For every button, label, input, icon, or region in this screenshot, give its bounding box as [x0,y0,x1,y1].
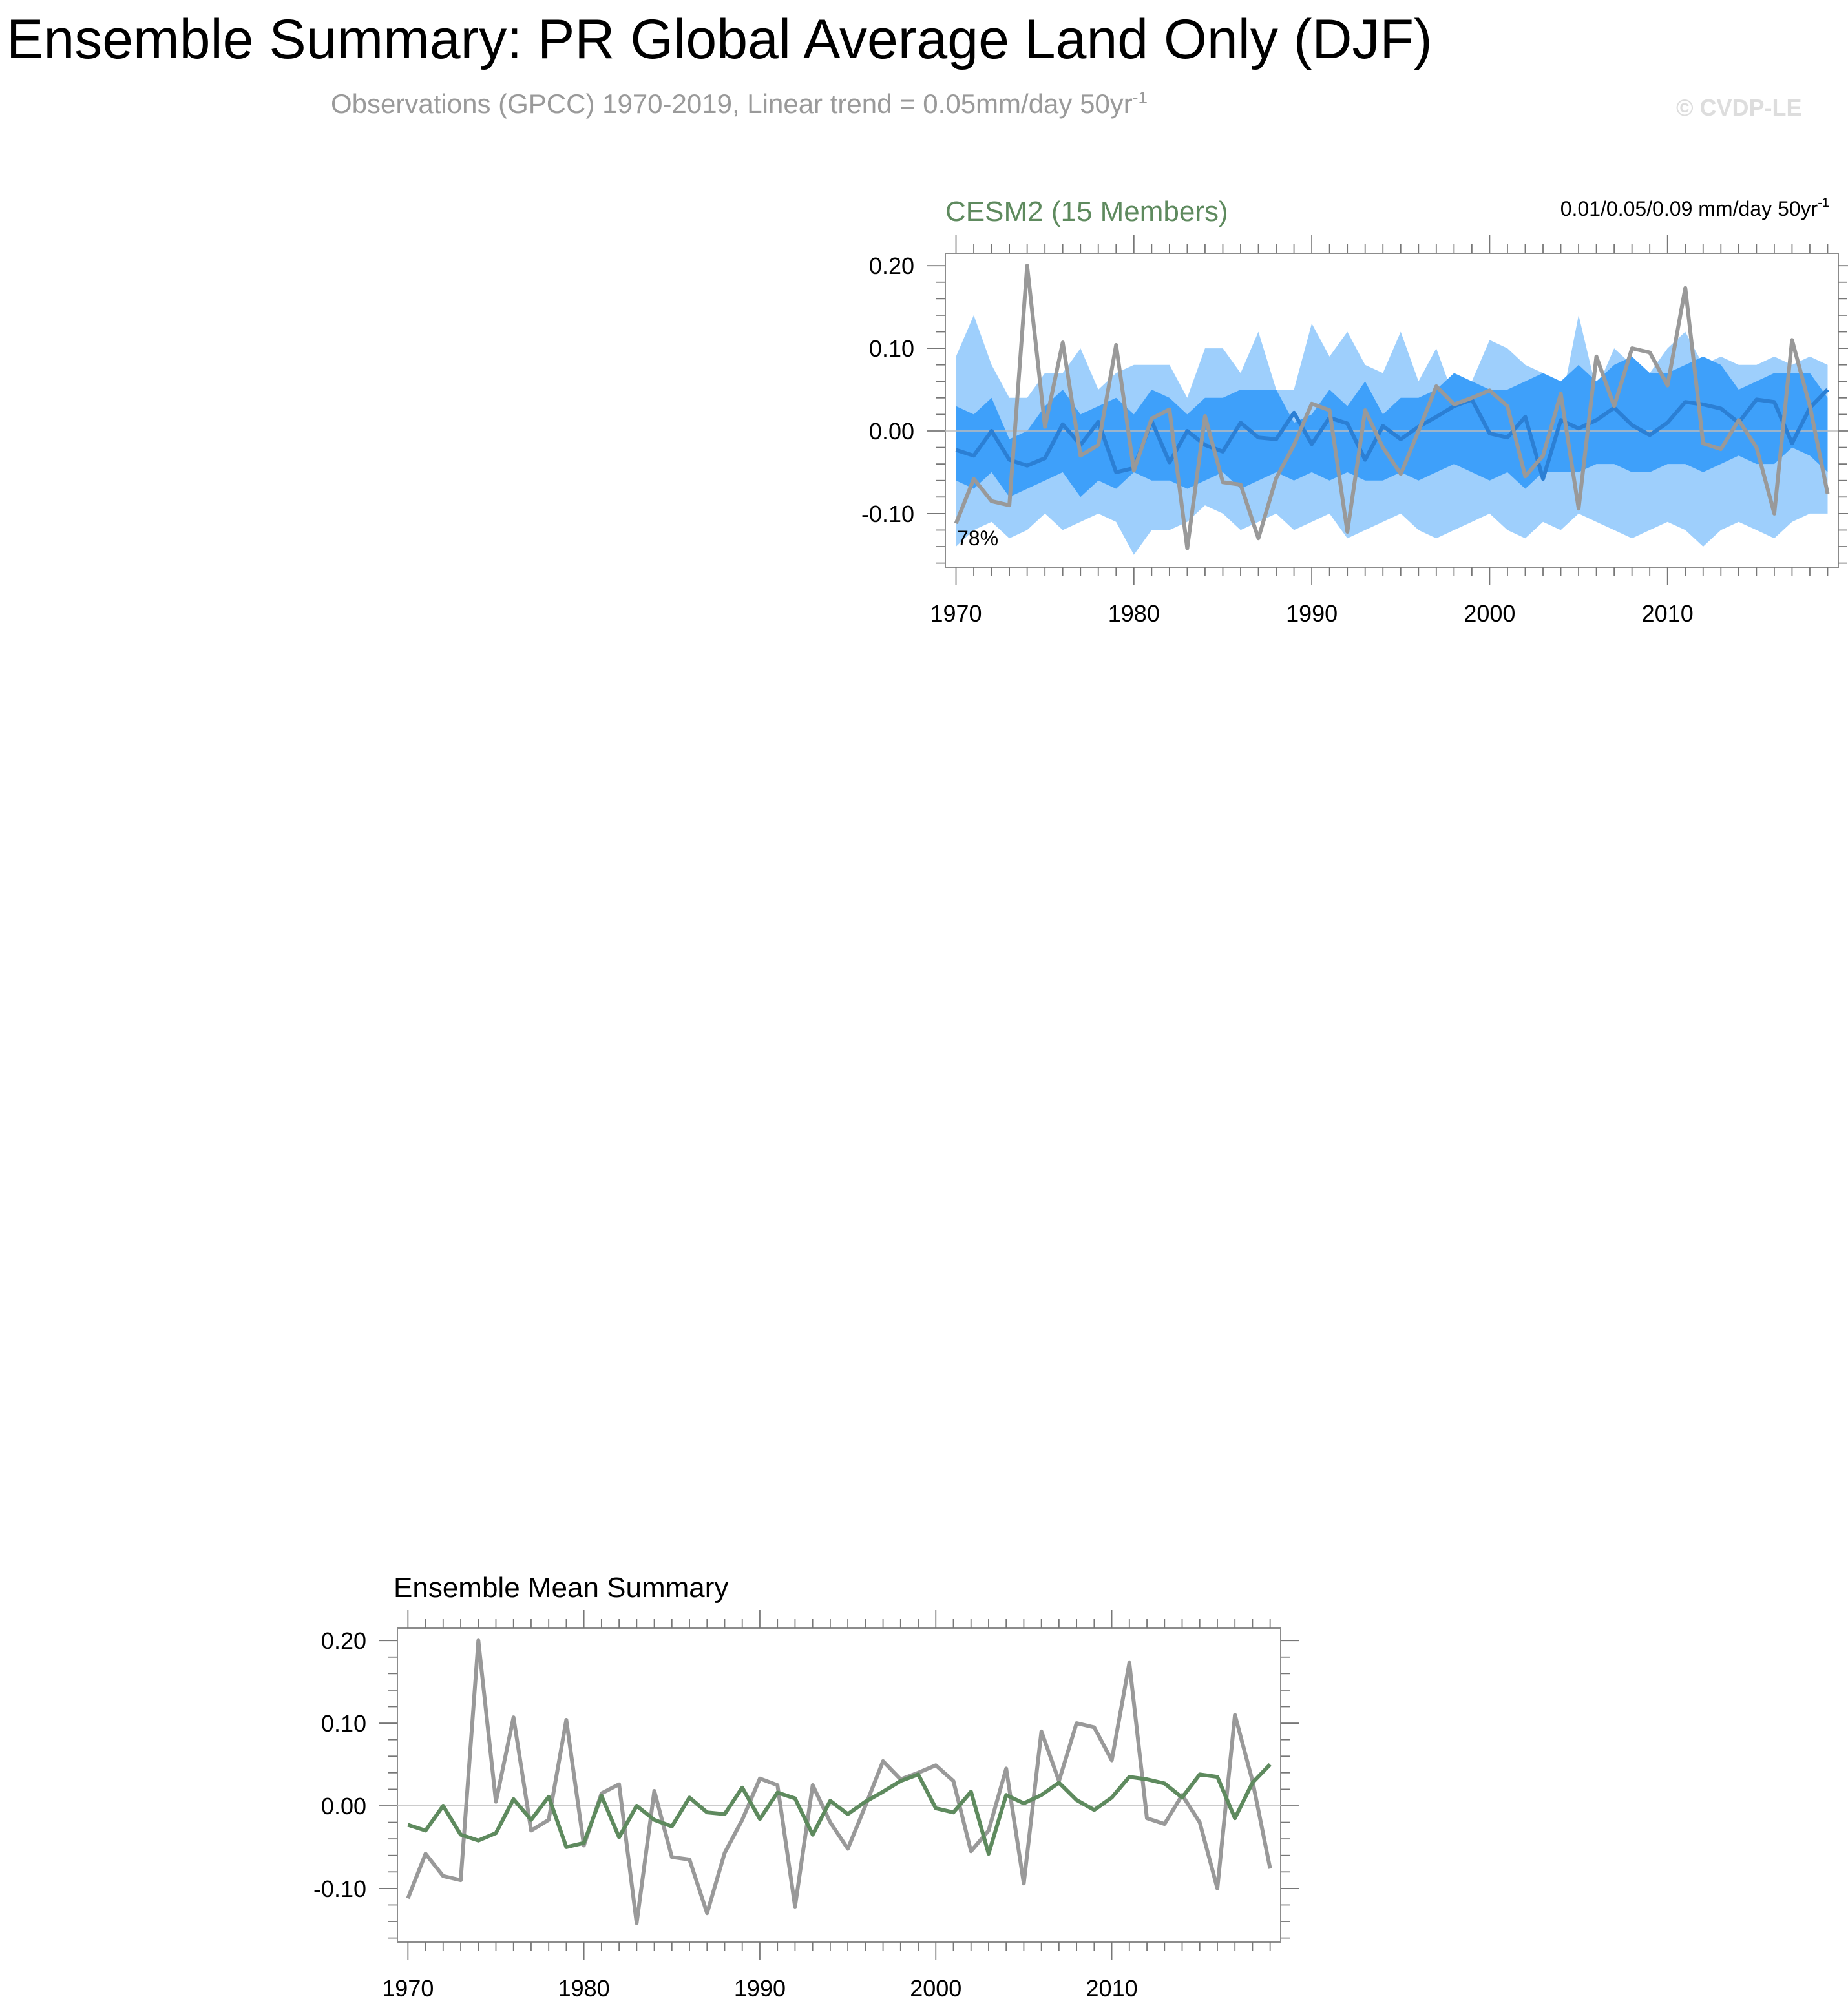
trend-label [1560,196,1829,220]
x-tick-label: 2000 [1464,600,1516,627]
x-tick-label: 1970 [930,600,982,627]
x-tick-label: 1990 [733,1975,786,1999]
plot-frame [397,1628,1281,1942]
x-tick-label: 1970 [382,1975,434,1999]
y-tick-label: 0.10 [868,335,914,362]
x-tick-label: 1980 [558,1975,610,1999]
x-tick-label: 2010 [1086,1975,1138,1999]
ensemble-spread-chart [861,196,1848,627]
subtitle-text: Observations (GPCC) 1970-2019, Linear trend = 0.05mm/day 50yr [331,89,1133,119]
y-tick-label: 0.00 [868,417,914,445]
trend-label-text: 0.01/0.05/0.09 mm/day 50yr [1560,197,1818,220]
ensemble-mean-summary-chart [313,1572,1299,1999]
x-tick-label: 1990 [1286,600,1338,627]
x-tick-label: 1980 [1108,600,1160,627]
credit-watermark: © CVDP-LE [1676,94,1802,121]
y-tick-label: 0.00 [320,1792,366,1819]
subtitle-superscript: -1 [1132,88,1148,107]
y-tick-label: 0.20 [868,253,914,280]
panel-title: Ensemble Mean Summary [394,1572,729,1604]
x-tick-label: 2010 [1641,600,1694,627]
panel-title: CESM2 (15 Members) [945,196,1228,227]
y-tick-label: 0.20 [320,1627,366,1655]
percent-label: 78% [957,527,999,550]
y-tick-label: -0.10 [313,1875,366,1902]
trend-label-superscript: -1 [1818,196,1829,210]
y-tick-label: 0.10 [320,1710,366,1737]
page-title: Ensemble Summary: PR Global Average Land Only (DJF) [6,8,1433,70]
y-tick-label: -0.10 [861,500,914,527]
x-tick-label: 2000 [910,1975,962,1999]
